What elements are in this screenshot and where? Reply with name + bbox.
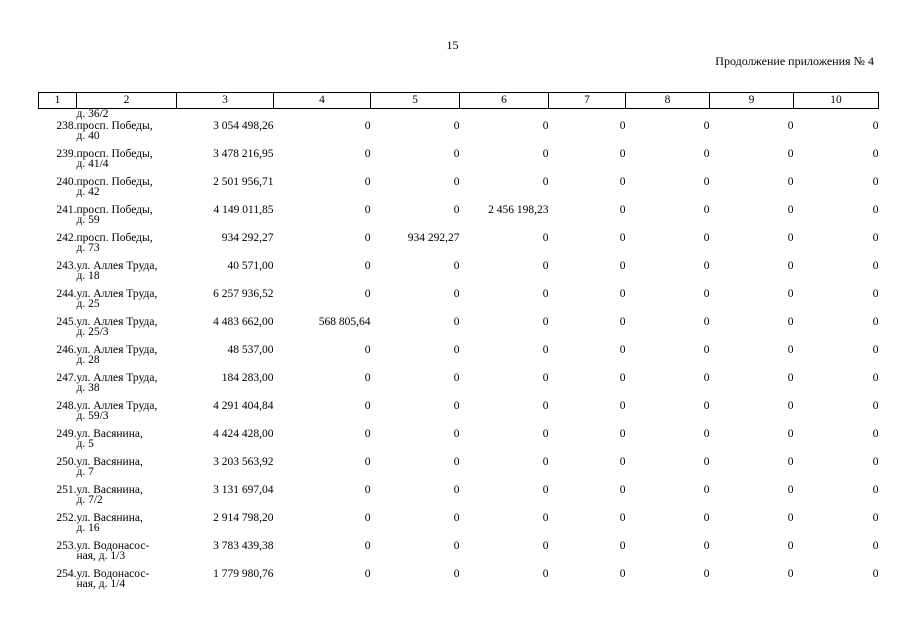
value-cell: 0	[453, 484, 460, 496]
value-cell: 0	[872, 204, 879, 216]
column-header: 9	[710, 93, 794, 109]
value-cell: 0	[703, 260, 710, 272]
value-cell: 0	[453, 204, 460, 216]
address-line-2: д. 73	[76, 242, 100, 254]
value-cell: 0	[703, 288, 710, 300]
address-cell	[77, 233, 177, 261]
address-line-2: д. 42	[76, 186, 100, 198]
address-cell	[77, 289, 177, 317]
row-number: 247.	[56, 372, 77, 384]
value-cell: 0	[619, 372, 626, 384]
value-cell: 0	[542, 512, 549, 524]
address-cell	[77, 261, 177, 289]
address-line-1: ул. Аллея Труда,	[76, 288, 158, 300]
value-cell: 0	[542, 400, 549, 412]
value-cell: 0	[787, 400, 794, 412]
value-cell: 0	[619, 540, 626, 552]
address-cell	[77, 401, 177, 429]
table-row	[39, 261, 879, 289]
column-header: 3	[177, 93, 274, 109]
address-line-1: просп. Победы,	[76, 204, 153, 216]
value-cell: 0	[703, 568, 710, 580]
address-line-1: ул. Водонасос-	[76, 540, 150, 552]
value-cell: 0	[872, 120, 879, 132]
value-cell: 0	[787, 260, 794, 272]
value-cell: 4 149 011,85	[213, 204, 274, 216]
value-cell: 0	[787, 512, 794, 524]
value-cell: 184 283,00	[221, 372, 274, 384]
value-cell: 0	[453, 372, 460, 384]
address-line-1: просп. Победы,	[76, 232, 153, 244]
value-cell: 0	[542, 456, 549, 468]
value-cell: 0	[542, 316, 549, 328]
value-cell: 4 424 428,00	[213, 428, 274, 440]
address-line-1: ул. Васянина,	[76, 512, 143, 524]
value-cell: 0	[619, 428, 626, 440]
value-cell: 0	[787, 120, 794, 132]
row-number: 254.	[56, 568, 77, 580]
address-cell	[77, 541, 177, 569]
value-cell: 0	[364, 344, 371, 356]
address-cell	[77, 205, 177, 233]
appendix-caption: Продолжение приложения № 4	[715, 54, 874, 68]
address-continuation: д. 36/2	[76, 108, 109, 120]
value-cell: 0	[453, 400, 460, 412]
value-cell: 0	[619, 316, 626, 328]
value-cell: 0	[453, 456, 460, 468]
value-cell: 0	[872, 316, 879, 328]
value-cell: 0	[787, 176, 794, 188]
table-row	[39, 345, 879, 373]
address-line-1: ул. Васянина,	[76, 484, 143, 496]
row-number: 253.	[56, 540, 77, 552]
value-cell: 0	[872, 260, 879, 272]
column-header: 5	[371, 93, 460, 109]
address-line-1: ул. Аллея Труда,	[76, 316, 158, 328]
column-header: 4	[274, 93, 371, 109]
value-cell: 0	[364, 540, 371, 552]
address-cell	[77, 149, 177, 177]
value-cell: 0	[872, 372, 879, 384]
value-cell: 0	[542, 568, 549, 580]
value-cell: 0	[453, 316, 460, 328]
value-cell: 0	[619, 204, 626, 216]
value-cell: 0	[703, 540, 710, 552]
address-line-2: д. 18	[76, 270, 100, 282]
value-cell: 0	[703, 372, 710, 384]
value-cell: 0	[364, 512, 371, 524]
value-cell: 0	[872, 232, 879, 244]
table-row	[39, 513, 879, 541]
table-row	[39, 317, 879, 345]
value-cell: 0	[703, 428, 710, 440]
value-cell: 0	[872, 428, 879, 440]
value-cell: 0	[542, 120, 549, 132]
row-number: 242.	[56, 232, 77, 244]
value-cell: 0	[619, 288, 626, 300]
value-cell: 0	[787, 288, 794, 300]
value-cell: 0	[542, 344, 549, 356]
value-cell: 0	[787, 316, 794, 328]
table-row	[39, 149, 879, 177]
value-cell: 0	[619, 400, 626, 412]
table-row	[39, 485, 879, 513]
address-cell	[77, 317, 177, 345]
value-cell: 0	[619, 176, 626, 188]
row-number: 241.	[56, 204, 77, 216]
value-cell: 3 203 563,92	[213, 456, 274, 468]
column-header: 2	[77, 93, 177, 109]
row-number: 249.	[56, 428, 77, 440]
value-cell: 0	[872, 512, 879, 524]
row-number: 252.	[56, 512, 77, 524]
value-cell: 2 501 956,71	[213, 176, 274, 188]
value-cell: 0	[703, 512, 710, 524]
address-line-2: ная, д. 1/4	[76, 578, 126, 590]
value-cell: 0	[703, 316, 710, 328]
value-cell: 0	[453, 568, 460, 580]
table-row	[39, 205, 879, 233]
value-cell: 0	[703, 484, 710, 496]
column-header: 1	[39, 93, 77, 109]
value-cell: 0	[619, 484, 626, 496]
row-number: 239.	[56, 148, 77, 160]
value-cell: 0	[364, 232, 371, 244]
address-cell	[77, 513, 177, 541]
value-cell: 4 483 662,00	[213, 316, 274, 328]
value-cell: 0	[872, 288, 879, 300]
table-row	[39, 401, 879, 429]
page-number: 15	[446, 38, 459, 52]
column-header: 8	[626, 93, 710, 109]
table-row	[39, 569, 879, 597]
row-number: 244.	[56, 288, 77, 300]
value-cell: 0	[872, 540, 879, 552]
value-cell: 0	[703, 232, 710, 244]
value-cell: 0	[364, 120, 371, 132]
value-cell: 0	[453, 176, 460, 188]
address-cell	[77, 373, 177, 401]
value-cell: 0	[787, 484, 794, 496]
table-row	[39, 121, 879, 149]
value-cell: 0	[787, 232, 794, 244]
row-number: 238.	[56, 120, 77, 132]
value-cell: 0	[453, 288, 460, 300]
value-cell: 0	[364, 204, 371, 216]
address-line-2: д. 7	[76, 466, 94, 478]
value-cell: 2 456 198,23	[488, 204, 549, 216]
value-cell: 0	[453, 148, 460, 160]
value-cell: 568 805,64	[318, 316, 371, 328]
value-cell: 0	[364, 568, 371, 580]
value-cell: 3 478 216,95	[213, 148, 274, 160]
address-line-2: д. 7/2	[76, 494, 103, 506]
table-row	[39, 233, 879, 261]
row-number: 243.	[56, 260, 77, 272]
value-cell: 1 779 980,76	[213, 568, 274, 580]
value-cell: 0	[787, 456, 794, 468]
address-line-2: д. 16	[76, 522, 100, 534]
value-cell: 0	[872, 400, 879, 412]
row-number: 245.	[56, 316, 77, 328]
value-cell: 3 054 498,26	[213, 120, 274, 132]
value-cell: 0	[703, 344, 710, 356]
value-cell: 934 292,27	[221, 232, 274, 244]
row-number: 246.	[56, 344, 77, 356]
value-cell: 0	[542, 484, 549, 496]
value-cell: 0	[542, 288, 549, 300]
address-line-1: ул. Васянина,	[76, 456, 143, 468]
value-cell: 0	[453, 260, 460, 272]
table-row	[39, 289, 879, 317]
value-cell: 0	[787, 344, 794, 356]
row-number: 251.	[56, 484, 77, 496]
value-cell: 0	[619, 232, 626, 244]
value-cell: 2 914 798,20	[213, 512, 274, 524]
address-line-2: д. 38	[76, 382, 100, 394]
value-cell: 0	[872, 484, 879, 496]
address-line-1: ул. Аллея Труда,	[76, 260, 158, 272]
value-cell: 0	[542, 540, 549, 552]
value-cell: 0	[703, 176, 710, 188]
value-cell: 0	[703, 204, 710, 216]
column-header: 7	[549, 93, 626, 109]
table-row	[39, 429, 879, 457]
value-cell: 0	[787, 568, 794, 580]
value-cell: 0	[619, 120, 626, 132]
address-line-1: просп. Победы,	[76, 148, 153, 160]
value-cell: 0	[364, 400, 371, 412]
address-cell	[77, 485, 177, 513]
row-number: 240.	[56, 176, 77, 188]
value-cell: 0	[364, 148, 371, 160]
address-line-2: д. 5	[76, 438, 94, 450]
value-cell: 0	[787, 428, 794, 440]
address-line-1: ул. Аллея Труда,	[76, 400, 158, 412]
address-line-2: д. 59	[76, 214, 100, 226]
value-cell: 0	[364, 428, 371, 440]
header-row	[39, 93, 879, 109]
address-line-1: просп. Победы,	[76, 120, 153, 132]
table-row	[39, 457, 879, 485]
address-cell	[77, 429, 177, 457]
value-cell: 0	[364, 484, 371, 496]
address-line-2: ная, д. 1/3	[76, 550, 126, 562]
value-cell: 934 292,27	[407, 232, 460, 244]
value-cell: 0	[619, 512, 626, 524]
address-line-1: ул. Аллея Труда,	[76, 372, 158, 384]
address-line-2: д. 28	[76, 354, 100, 366]
value-cell: 0	[364, 372, 371, 384]
table-row	[39, 373, 879, 401]
value-cell: 0	[542, 260, 549, 272]
value-cell: 0	[787, 148, 794, 160]
value-cell: 0	[542, 428, 549, 440]
address-line-2: д. 25/3	[76, 326, 109, 338]
address-line-1: ул. Васянина,	[76, 428, 143, 440]
table-row	[39, 177, 879, 205]
address-cell	[77, 345, 177, 373]
value-cell: 0	[703, 400, 710, 412]
address-line-1: просп. Победы,	[76, 176, 153, 188]
value-cell: 0	[453, 344, 460, 356]
table-row	[39, 541, 879, 569]
row-number: 248.	[56, 400, 77, 412]
address-line-2: д. 40	[76, 130, 100, 142]
address-line-1: ул. Водонасос-	[76, 568, 150, 580]
address-cell	[77, 457, 177, 485]
address-line-2: д. 41/4	[76, 158, 109, 170]
value-cell: 0	[703, 456, 710, 468]
value-cell: 0	[453, 540, 460, 552]
address-line-2: д. 25	[76, 298, 100, 310]
value-cell: 0	[453, 428, 460, 440]
value-cell: 0	[364, 260, 371, 272]
value-cell: 4 291 404,84	[213, 400, 274, 412]
value-cell: 0	[872, 456, 879, 468]
value-cell: 0	[619, 568, 626, 580]
address-line-2: д. 59/3	[76, 410, 109, 422]
data-table	[38, 92, 879, 597]
address-cell	[77, 121, 177, 149]
address-cell	[77, 569, 177, 597]
value-cell: 0	[364, 176, 371, 188]
value-cell: 0	[542, 176, 549, 188]
value-cell: 0	[542, 232, 549, 244]
value-cell: 0	[364, 288, 371, 300]
value-cell: 3 783 439,38	[213, 540, 274, 552]
address-cell	[77, 177, 177, 205]
value-cell: 0	[453, 120, 460, 132]
value-cell: 48 537,00	[227, 344, 274, 356]
value-cell: 0	[542, 148, 549, 160]
value-cell: 3 131 697,04	[213, 484, 274, 496]
value-cell: 6 257 936,52	[213, 288, 274, 300]
value-cell: 0	[872, 176, 879, 188]
value-cell: 0	[619, 148, 626, 160]
value-cell: 0	[619, 344, 626, 356]
column-header: 6	[460, 93, 549, 109]
value-cell: 0	[787, 204, 794, 216]
value-cell: 0	[619, 260, 626, 272]
value-cell: 0	[872, 568, 879, 580]
value-cell: 0	[453, 512, 460, 524]
value-cell: 0	[703, 148, 710, 160]
value-cell: 0	[872, 148, 879, 160]
value-cell: 0	[703, 120, 710, 132]
address-line-1: ул. Аллея Труда,	[76, 344, 158, 356]
row-number: 250.	[56, 456, 77, 468]
value-cell: 0	[619, 456, 626, 468]
value-cell: 0	[364, 456, 371, 468]
value-cell: 0	[872, 344, 879, 356]
value-cell: 0	[787, 540, 794, 552]
value-cell: 0	[787, 372, 794, 384]
value-cell: 40 571,00	[227, 260, 274, 272]
column-header: 10	[794, 93, 879, 109]
value-cell: 0	[542, 372, 549, 384]
